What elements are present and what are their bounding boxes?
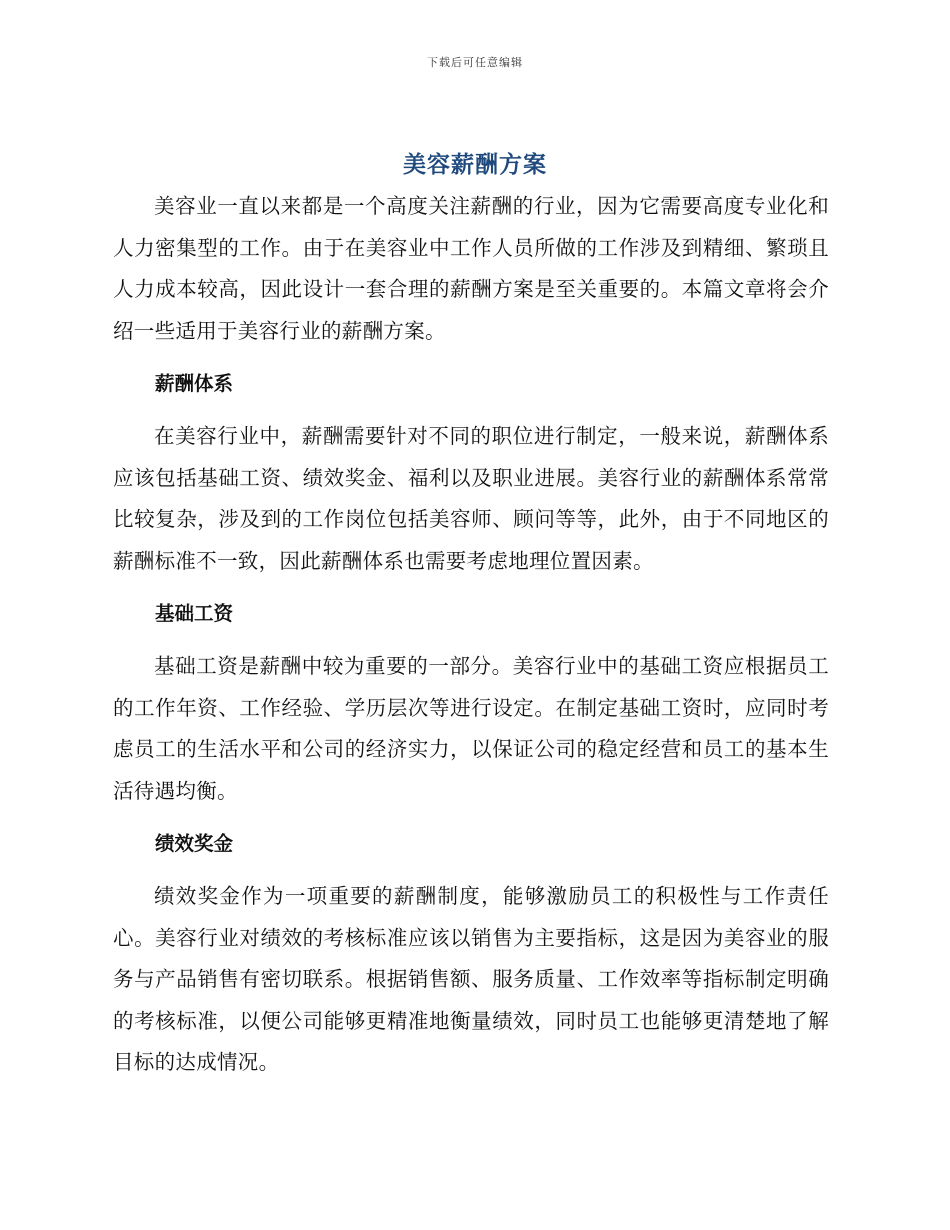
document-body (113, 186, 829, 1084)
section-heading-base-pay: 基础工资 (155, 602, 234, 625)
page-header-note: 下载后可任意编辑 (427, 56, 523, 69)
section-heading-performance-bonus: 绩效奖金 (155, 832, 234, 855)
section-heading-salary-system: 薪酬体系 (155, 372, 234, 395)
section-paragraph-performance-bonus: 绩效奖金作为一项重要的薪酬制度，能够激励员工的积极性与工作责任心。美容行业对绩效的考核标准应该以销售为主要指标，这是因为美容业的服务与产品销售有密切联系。根据销售额、服务质量、工作效率等指标制定明确的考核标准，以便公司能够更精准地衡量绩效，同时员工也能够更清楚地了解目标的达成情况。 (113, 884, 829, 1074)
intro-paragraph: 美容业一直以来都是一个高度关注薪酬的行业，因为它需要高度专业化和人力密集型的工作。由于在美容业中工作人员所做的工作涉及到精细、繁琐且人力成本较高，因此设计一套合理的薪酬方案是至关重要的。本篇文章将会介绍一些适用于美容行业的薪酬方案。 (113, 194, 829, 343)
section-paragraph-base-pay: 基础工资是薪酬中较为重要的一部分。美容行业中的基础工资应根据员工的工作年资、工作经验、学历层次等进行设定。在制定基础工资时，应同时考虑员工的生活水平和公司的经济实力，以保证公司的稳定经营和员工的基本生活待遇均衡。 (113, 654, 829, 803)
document-title: 美容薪酬方案 (403, 152, 547, 178)
section-paragraph-salary-system: 在美容行业中，薪酬需要针对不同的职位进行制定，一般来说，薪酬体系应该包括基础工资、绩效奖金、福利以及职业进展。美容行业的薪酬体系常常比较复杂，涉及到的工作岗位包括美容师、顾问等等，此外，由于不同地区的薪酬标准不一致，因此薪酬体系也需要考虑地理位置因素。 (113, 424, 829, 573)
